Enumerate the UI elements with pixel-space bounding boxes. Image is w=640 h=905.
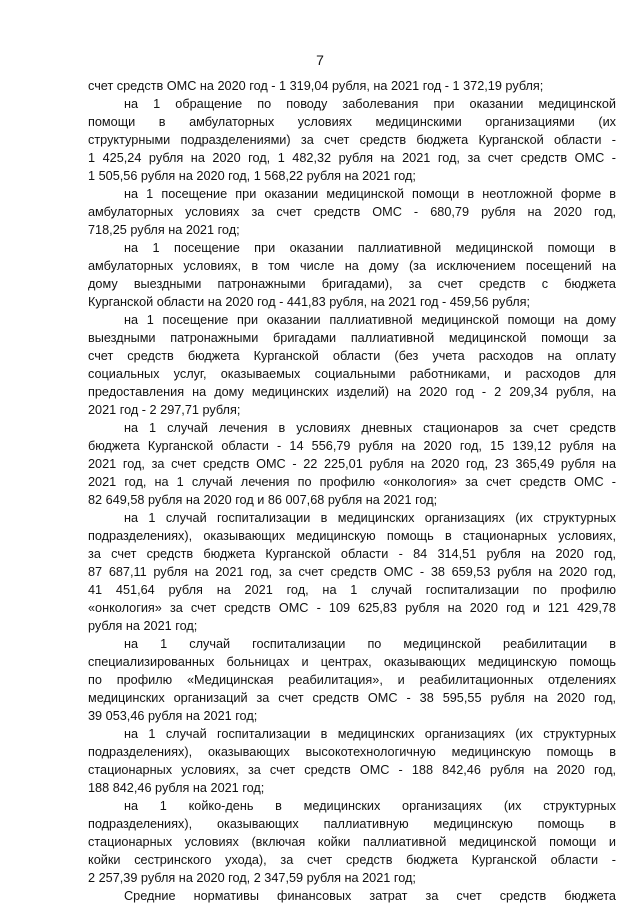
text-line: 2021 год, на 1 случай лечения по профилю «онкология» за счет средств ОМС - <box>88 475 616 489</box>
text-line: на 1 посещение при оказании медицинской помощи в неотложной форме в <box>124 187 616 201</box>
text-line: на 1 обращение по поводу заболевания при оказании медицинской <box>124 97 616 111</box>
text-line: счет средств бюджета Курганской области (без учета расходов на оплату <box>88 349 616 363</box>
text-line: амбулаторных условиях, в том числе на дому (за исключением посещений на <box>88 259 616 273</box>
text-line: 87 687,11 рубля на 2021 год, за счет средств ОМС - 38 659,53 рубля на 2020 год, <box>88 565 616 579</box>
text-line: 2021 год - 2 297,71 рубля; <box>88 403 241 417</box>
text-line: стационарных условиях (включая койки паллиативной медицинской помощи и <box>88 835 616 849</box>
text-line: специализированных больницах и центрах, оказывающих медицинскую помощь <box>88 655 616 669</box>
text-line: дому выездными патронажными бригадами), за счет средств с бюджета <box>88 277 616 291</box>
text-line: бюджета Курганской области - 14 556,79 рубля на 2020 год, 15 139,12 рубля на <box>88 439 616 453</box>
text-line: выездными патронажными бригадами паллиативной медицинской помощи за <box>88 331 616 345</box>
text-line: на 1 случай госпитализации в медицинских организациях (их структурных <box>124 511 616 525</box>
text-line: структурными подразделениями) за счет средств бюджета Курганской области - <box>88 133 616 147</box>
text-line: 718,25 рубля на 2021 год; <box>88 223 240 237</box>
text-line: амбулаторных условиях за счет средств ОМС - 680,79 рубля на 2020 год, <box>88 205 616 219</box>
page-number: 7 <box>316 52 324 68</box>
text-line: счет средств ОМС на 2020 год - 1 319,04 рубля, на 2021 год - 1 372,19 рубля; <box>88 79 544 93</box>
text-line: «онкология» за счет средств ОМС - 109 625,83 рубля на 2020 год и 121 429,78 <box>88 601 616 615</box>
text-line: на 1 случай лечения в условиях дневных стационаров за счет средств <box>124 421 616 435</box>
text-line: за счет средств бюджета Курганской области - 84 314,51 рубля на 2020 год, <box>88 547 616 561</box>
text-line: на 1 случай госпитализации по медицинской реабилитации в <box>124 637 616 651</box>
text-line: медицинских организаций за счет средств ОМС - 38 595,55 рубля на 2020 год, <box>88 691 616 705</box>
text-line: на 1 койко-день в медицинских организациях (их структурных <box>124 799 616 813</box>
text-line: помощи в амбулаторных условиях медицинскими организациями (их <box>88 115 616 129</box>
text-line: 2021 год, за счет средств ОМС - 22 225,01 рубля на 2020 год, 23 365,49 рубля на <box>88 457 616 471</box>
text-line: Средние нормативы финансовых затрат за счет средств бюджета <box>124 889 616 903</box>
text-line: предоставления на дому медицинских изделий) на 2020 год - 2 209,34 рубля, на <box>88 385 616 399</box>
text-line: по профилю «Медицинская реабилитация», и реабилитационных отделениях <box>88 673 616 687</box>
text-line: 39 053,46 рубля на 2021 год; <box>88 709 258 723</box>
text-line: подразделениях), оказывающих паллиативную медицинскую помощь в <box>88 817 616 831</box>
text-line: 188 842,46 рубля на 2021 год; <box>88 781 265 795</box>
text-line: на 1 случай госпитализации в медицинских организациях (их структурных <box>124 727 616 741</box>
text-line: Курганской области на 2020 год - 441,83 рубля, на 2021 год - 459,56 рубля; <box>88 295 531 309</box>
text-line: подразделениях), оказывающих медицинскую помощь в стационарных условиях, <box>88 529 616 543</box>
text-line: 41 451,64 рубля на 2021 год, на 1 случай госпитализации по профилю <box>88 583 616 597</box>
text-line: подразделениях), оказывающих высокотехнологичную медицинскую помощь в <box>88 745 616 759</box>
text-line: рубля на 2021 год; <box>88 619 198 633</box>
text-line: 1 505,56 рубля на 2020 год, 1 568,22 рубля на 2021 год; <box>88 169 416 183</box>
text-line: социальных услуг, оказываемых социальными работниками, и расходов для <box>88 367 616 381</box>
text-line: 82 649,58 рубля на 2020 год и 86 007,68 рубля на 2021 год; <box>88 493 438 507</box>
text-line: 1 425,24 рубля на 2020 год, 1 482,32 рубля на 2021 год, за счет средств ОМС - <box>88 151 616 165</box>
text-line: на 1 посещение при оказании паллиативной медицинской помощи на дому <box>124 313 616 327</box>
text-line: стационарных условиях, за счет средств ОМС - 188 842,46 рубля на 2020 год, <box>88 763 616 777</box>
text-line: 2 257,39 рубля на 2020 год, 2 347,59 рубля на 2021 год; <box>88 871 416 885</box>
text-line: на 1 посещение при оказании паллиативной медицинской помощи в <box>124 241 616 255</box>
text-line: койки сестринского ухода), за счет средств бюджета Курганской области - <box>88 853 616 867</box>
